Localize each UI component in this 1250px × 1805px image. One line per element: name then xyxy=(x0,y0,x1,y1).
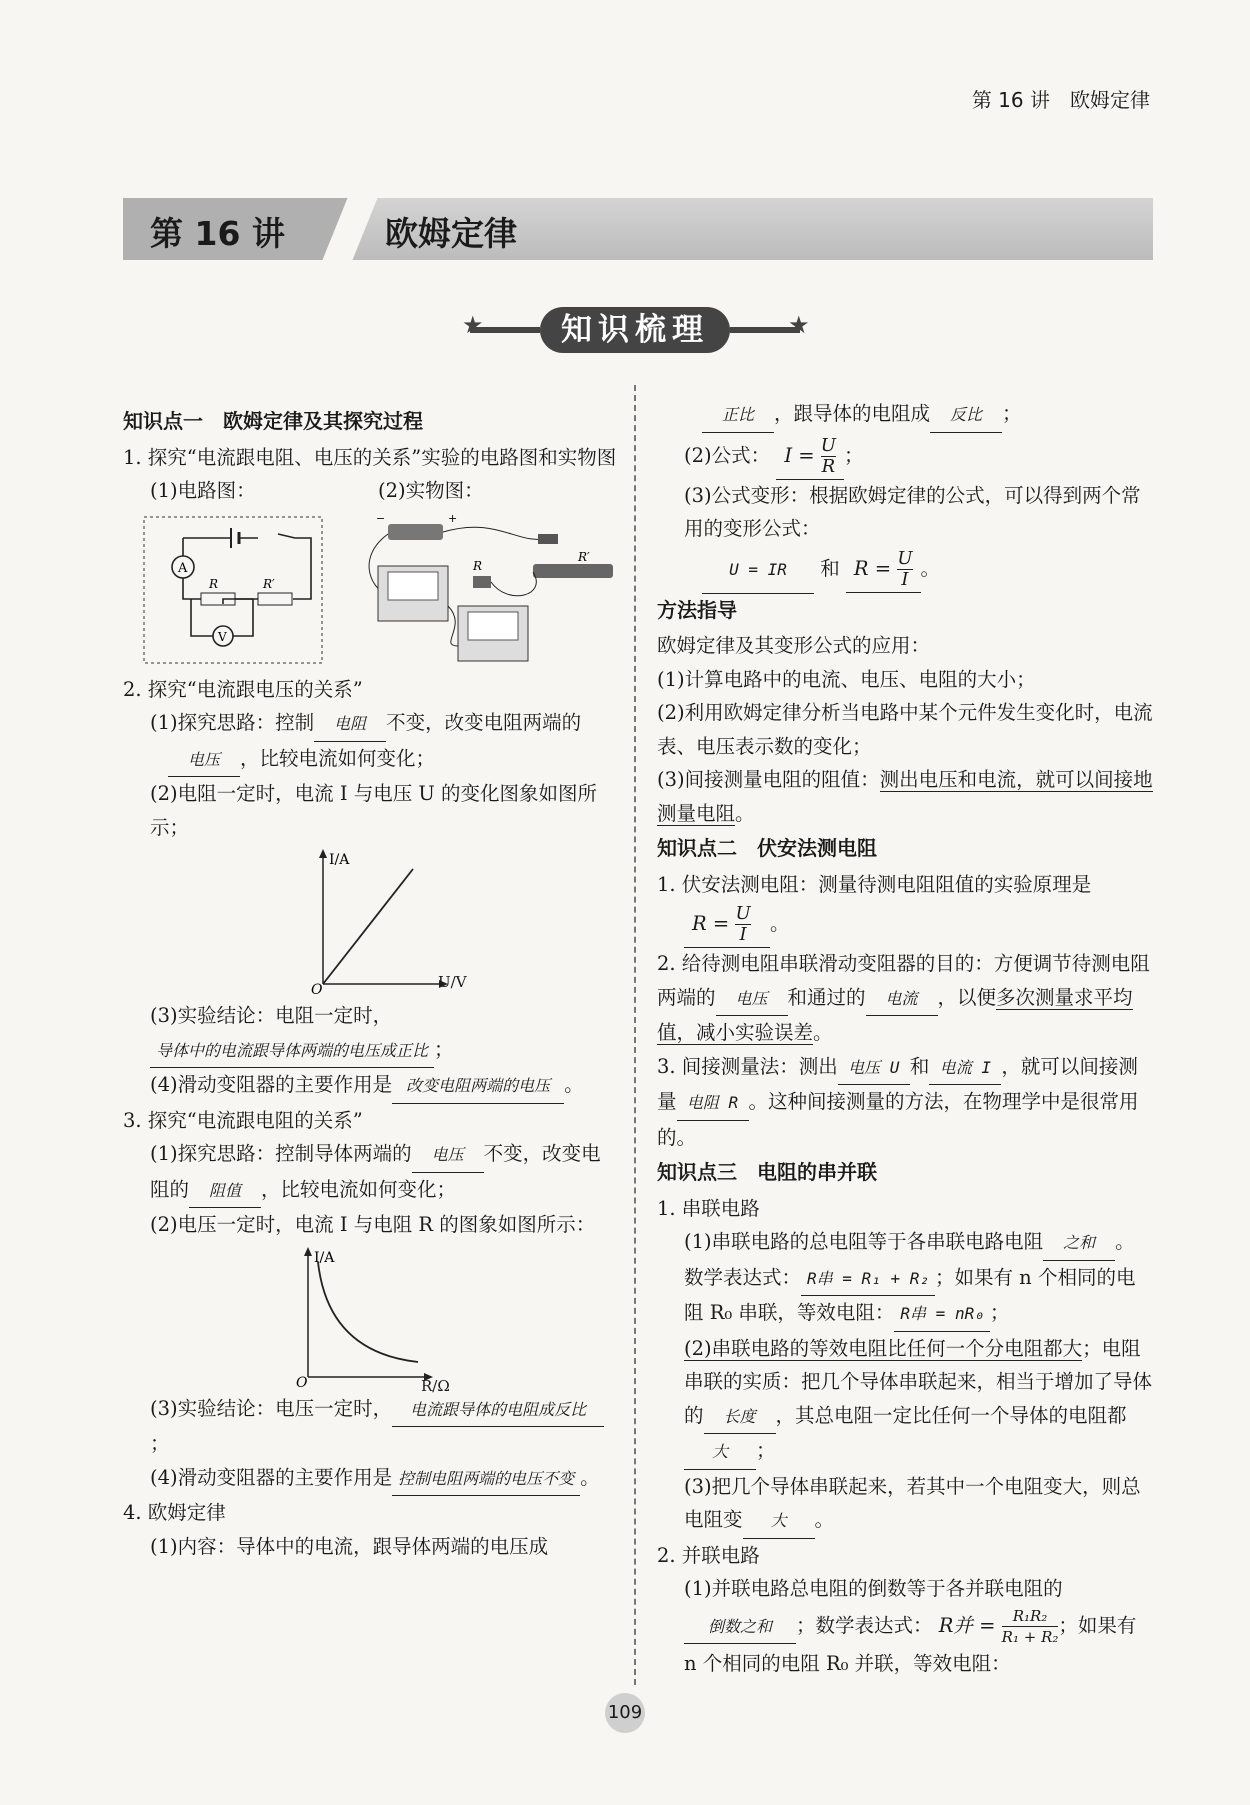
rheostat xyxy=(258,593,292,605)
s1-2-text-c: ； xyxy=(756,1439,776,1462)
graph-i-vs-r xyxy=(278,1242,438,1387)
p2-2-end: 。 xyxy=(813,1021,833,1044)
diagrams-row xyxy=(123,508,618,673)
fraction-denominator: R₁ + R₂ xyxy=(1001,1627,1059,1646)
left-column xyxy=(123,403,618,1563)
method-item-1: (1)计算电路中的电流、电压、电阻的大小； xyxy=(657,667,1036,691)
parallel-1 xyxy=(657,1572,1154,1680)
p2-2-underlined: 多次测量求平均值，减小实验误差 xyxy=(657,985,1133,1044)
y-axis-arrow xyxy=(319,849,327,858)
proportional-line xyxy=(323,869,413,984)
q3-part-3 xyxy=(123,1392,618,1461)
p2-2-text-c: ，以便 xyxy=(937,985,997,1009)
answer-blank: 之和 xyxy=(1043,1226,1115,1261)
answer-blank: 长度 xyxy=(704,1400,776,1435)
q4-part-1: (1)内容：导体中的电流，跟导体两端的电压成 xyxy=(150,1534,549,1558)
p2-item-2 xyxy=(657,947,1154,1050)
p2-item-3 xyxy=(657,1050,1154,1155)
s1-2-text-a: ；电阻串联的实质：把几个导体串联起来，相当于增加了导体的 xyxy=(684,1336,1153,1427)
resistor-r-label: R xyxy=(209,576,219,591)
answer-blank: 控制电阻两端的电压不变 xyxy=(392,1462,580,1497)
formula-lhs: R = xyxy=(692,912,730,935)
method-intro: 欧姆定律及其变形公式的应用： xyxy=(657,634,931,657)
answer-blank: 电压 xyxy=(716,982,788,1017)
and-text: 和 xyxy=(820,556,840,580)
question-1-labels xyxy=(123,474,618,508)
q2-1-text-b: 不变，改变电阻两端的 xyxy=(386,711,582,734)
r1-text-b: ，跟导体的电阻成 xyxy=(774,402,931,425)
r1-text-c: ； xyxy=(1002,402,1022,425)
answer-blank: U = IR xyxy=(702,547,814,594)
p2-item-1-answer xyxy=(657,901,1154,947)
q3-1-text-c: ，比较电流如何变化； xyxy=(261,1177,457,1201)
fraction-numerator: U xyxy=(897,547,913,569)
formula-answer xyxy=(684,901,770,948)
q2-1-text-c: ，比较电流如何变化； xyxy=(240,746,436,770)
graph-2-container xyxy=(123,1242,618,1395)
q3-part-2: (2)电压一定时，电流 I 与电阻 R 的图象如图所示： xyxy=(150,1213,596,1236)
y-axis-arrow xyxy=(304,1247,312,1256)
q3-1-text-b: 不变，改变电阻的 xyxy=(150,1142,601,1201)
formula-end: 。 xyxy=(920,556,941,580)
formula-lhs: R = xyxy=(853,556,892,580)
q3-3-text-a: (3)实验结论：电压一定时， xyxy=(150,1396,393,1420)
formula-fraction xyxy=(897,549,912,590)
answer-blank: 电压 xyxy=(168,743,240,778)
circuit-diagram-label: (1)电路图： xyxy=(150,479,256,502)
method-3-text: (3)间接测量电阻的阻值： xyxy=(657,768,880,791)
right-column xyxy=(657,397,1154,1680)
q2-part-1 xyxy=(123,706,618,742)
answer-blank: 大 xyxy=(684,1435,756,1470)
q3-4-text-a: (4)滑动变阻器的主要作用是 xyxy=(150,1465,393,1489)
s2-1-text-b: ；数学表达式： xyxy=(796,1613,933,1637)
method-item-3 xyxy=(657,763,1154,830)
s1-1-text-c: ；如果有 n 个相同的电阻 R₀ 串联，等效电阻： xyxy=(684,1265,1136,1324)
answer-blank: 电流 xyxy=(866,982,938,1017)
s1-2-text-b: ，其总电阻一定比任何一个导体的电阻都 xyxy=(775,1403,1127,1427)
knowledge-point-3-heading: 知识点三 电阻的串并联 xyxy=(657,1160,877,1184)
q2-3-text-b: ； xyxy=(434,1037,454,1061)
p2-3-text-d: 。这种间接测量的方法，在物理学中是很常用的。 xyxy=(657,1090,1139,1149)
question-3: 3. 探究“电流跟电阻的关系” xyxy=(123,1108,363,1132)
s1-3-text-b: 。 xyxy=(814,1508,835,1531)
fraction-denominator: I xyxy=(901,568,909,590)
circuit-frame xyxy=(144,517,322,663)
voltmeter-label: V xyxy=(218,629,227,644)
parallel-heading: 2. 并联电路 xyxy=(657,1543,760,1567)
formula-lhs: I = xyxy=(784,443,815,467)
p2-item-1: 1. 伏安法测电阻：测量待测电阻阻值的实验原理是 xyxy=(657,872,1092,896)
answer-blank: 电阻 R xyxy=(677,1086,749,1121)
minus-terminal-label: − xyxy=(376,511,386,525)
y-axis-label: I/A xyxy=(329,852,350,868)
s1-2-underlined: (2)串联电路的等效电阻比任何一个分电阻都大 xyxy=(684,1336,1083,1360)
inverse-curve xyxy=(318,1262,418,1362)
resistor-picture xyxy=(473,576,491,588)
answer-blank: 倒数之和 xyxy=(684,1610,796,1645)
series-heading: 1. 串联电路 xyxy=(657,1196,760,1220)
battery-box xyxy=(388,524,443,540)
lecture-number: 第 16 讲 xyxy=(150,214,285,253)
knowledge-point-2-heading: 知识点二 伏安法测电阻 xyxy=(657,836,877,860)
answer-blank: R串 = nR₀ xyxy=(894,1297,989,1332)
answer-blank: 正比 xyxy=(702,398,774,433)
p2-3-text-c: ，就可以间接测量 xyxy=(657,1054,1138,1113)
question-4: 4. 欧姆定律 xyxy=(123,1501,226,1524)
p2-3-text-a: 3. 间接测量法：测出 xyxy=(657,1054,838,1078)
formula-fraction xyxy=(735,904,750,945)
answer-blank: 大 xyxy=(743,1504,815,1539)
star-icon: ★ xyxy=(462,311,484,339)
q3-3-text-b: ； xyxy=(150,1432,170,1455)
knowledge-point-1-heading: 知识点一 欧姆定律及其探究过程 xyxy=(123,409,423,433)
answer-blank: 阻值 xyxy=(189,1174,261,1209)
column-divider xyxy=(634,385,636,1685)
s1-1-text-d: ； xyxy=(989,1301,1010,1324)
q2-part-1-cont xyxy=(123,742,618,778)
answer-blank: 反比 xyxy=(930,398,1002,433)
series-1 xyxy=(657,1225,1154,1332)
q3-1-text-a: (1)探究思路：控制导体两端的 xyxy=(150,1142,412,1165)
series-3 xyxy=(657,1470,1154,1539)
banner-label: 知识梳理 xyxy=(540,307,730,353)
formula-label: (2)公式： xyxy=(684,443,771,467)
origin-label: O xyxy=(311,982,323,994)
formula-transform: (3)公式变形：根据欧姆定律的公式，可以得到两个常用的变形公式： xyxy=(684,483,1141,540)
series-2 xyxy=(657,1332,1154,1470)
formula-fraction xyxy=(821,436,836,477)
q2-part-2: (2)电阻一定时，电流 I 与电压 U 的变化图象如图所示； xyxy=(150,782,598,839)
ammeter-dial xyxy=(388,572,438,600)
star-icon: ★ xyxy=(788,311,810,339)
q2-4-text-b: 。 xyxy=(564,1073,584,1096)
q2-4-text-a: (4)滑动变阻器的主要作用是 xyxy=(150,1073,393,1096)
answer-blank: 电压 xyxy=(412,1138,484,1173)
formula-answer xyxy=(846,546,921,593)
switch xyxy=(538,534,558,544)
running-header: 第 16 讲 欧姆定律 xyxy=(971,88,1150,112)
method-item-2: (2)利用欧姆定律分析当电路中某个元件发生变化时，电流表、电压表示数的变化； xyxy=(657,701,1153,758)
formula-lhs: R并 = xyxy=(938,1613,996,1637)
method-3-end: 。 xyxy=(735,801,755,825)
q2-3-text-a: (3)实验结论：电阻一定时， xyxy=(150,1004,393,1027)
p2-3-text-b: 和 xyxy=(909,1054,930,1078)
method-3-underlined: 测出电压和电流，就可以间接地测量电阻 xyxy=(657,768,1153,825)
q3-part-4 xyxy=(123,1461,618,1497)
fraction-numerator: U xyxy=(820,434,836,456)
question-2: 2. 探究“电流跟电压的关系” xyxy=(123,677,363,701)
s1-1-text-b: 。数学表达式： xyxy=(684,1230,1135,1289)
parallel-formula xyxy=(939,1606,1059,1647)
fraction-denominator: R xyxy=(821,455,836,477)
formula-end: 。 xyxy=(770,912,790,935)
graph-i-vs-u xyxy=(293,844,453,994)
q2-1-text-a: (1)探究思路：控制 xyxy=(150,711,315,734)
ohm-law-formula xyxy=(657,433,1154,479)
answer-blank: 电流 I xyxy=(929,1051,1001,1086)
p2-2-text-b: 和通过的 xyxy=(787,985,866,1009)
q2-part-3 xyxy=(123,999,618,1068)
q2-part-4 xyxy=(123,1068,618,1104)
answer-blank: 电流跟导体的电阻成反比 xyxy=(392,1393,604,1428)
method-guide-heading: 方法指导 xyxy=(657,597,737,622)
formula-answer xyxy=(776,433,844,480)
formula-fraction xyxy=(1002,1606,1059,1647)
ammeter-label: A xyxy=(178,560,188,576)
s2-1-text-c: ；如果有 n 个相同的电阻 R₀ 并联，等效电阻： xyxy=(684,1613,1137,1675)
y-axis-label: I/A xyxy=(314,1249,335,1266)
plus-terminal-label: + xyxy=(448,511,458,525)
physical-diagram-label: (2)实物图： xyxy=(378,479,484,502)
rheostat-label: R′ xyxy=(263,576,275,591)
formula-transform-answers xyxy=(657,546,1154,592)
answer-blank: 导体中的电流跟导体两端的电压成正比 xyxy=(150,1034,434,1069)
question-1: 1. 探究“电流跟电阻、电压的关系”实验的电路图和实物图 xyxy=(123,445,617,469)
voltmeter-dial xyxy=(468,612,518,640)
ohm-law-content-cont xyxy=(657,397,1154,433)
answer-blank: 电压 U xyxy=(838,1051,910,1086)
resistor-picture-label: R xyxy=(473,558,483,573)
physical-setup-picture xyxy=(348,506,628,671)
answer-blank: 电阻 xyxy=(314,707,386,742)
p2-2-text-a: 2. 给待测电阻串联滑动变阻器的目的：方便调节待测电阻两端的 xyxy=(657,952,1150,1009)
formula-end: ； xyxy=(843,443,864,467)
q3-4-text-b: 。 xyxy=(580,1465,600,1489)
page-number: 109 xyxy=(605,1693,645,1733)
lecture-title: 欧姆定律 xyxy=(385,214,517,253)
s1-1-text-a: (1)串联电路的总电阻等于各串联电路电阻 xyxy=(684,1230,1044,1253)
rheostat-picture-label: R′ xyxy=(578,549,590,564)
answer-blank: 改变电阻两端的电压 xyxy=(392,1069,564,1104)
origin-label: O xyxy=(296,1374,308,1387)
circuit-diagram xyxy=(143,516,323,666)
answer-blank: R串 = R₁ + R₂ xyxy=(801,1262,935,1297)
s1-3-text-a: (3)把几个导体串联起来，若其中一个电阻变大，则总电阻变 xyxy=(684,1474,1141,1531)
graph-1-container xyxy=(123,844,618,999)
section-banner xyxy=(462,305,810,357)
q3-part-1 xyxy=(123,1137,618,1208)
x-axis-label: R/Ω xyxy=(421,1376,450,1395)
s2-1-text-a: (1)并联电路总电阻的倒数等于各并联电阻的 xyxy=(684,1577,1063,1600)
x-axis-label: U/V xyxy=(438,973,467,991)
fraction-numerator: R₁R₂ xyxy=(1002,1606,1059,1627)
rheostat-picture xyxy=(533,564,613,578)
fraction-denominator: I xyxy=(739,924,747,945)
fraction-numerator: U xyxy=(735,903,751,924)
